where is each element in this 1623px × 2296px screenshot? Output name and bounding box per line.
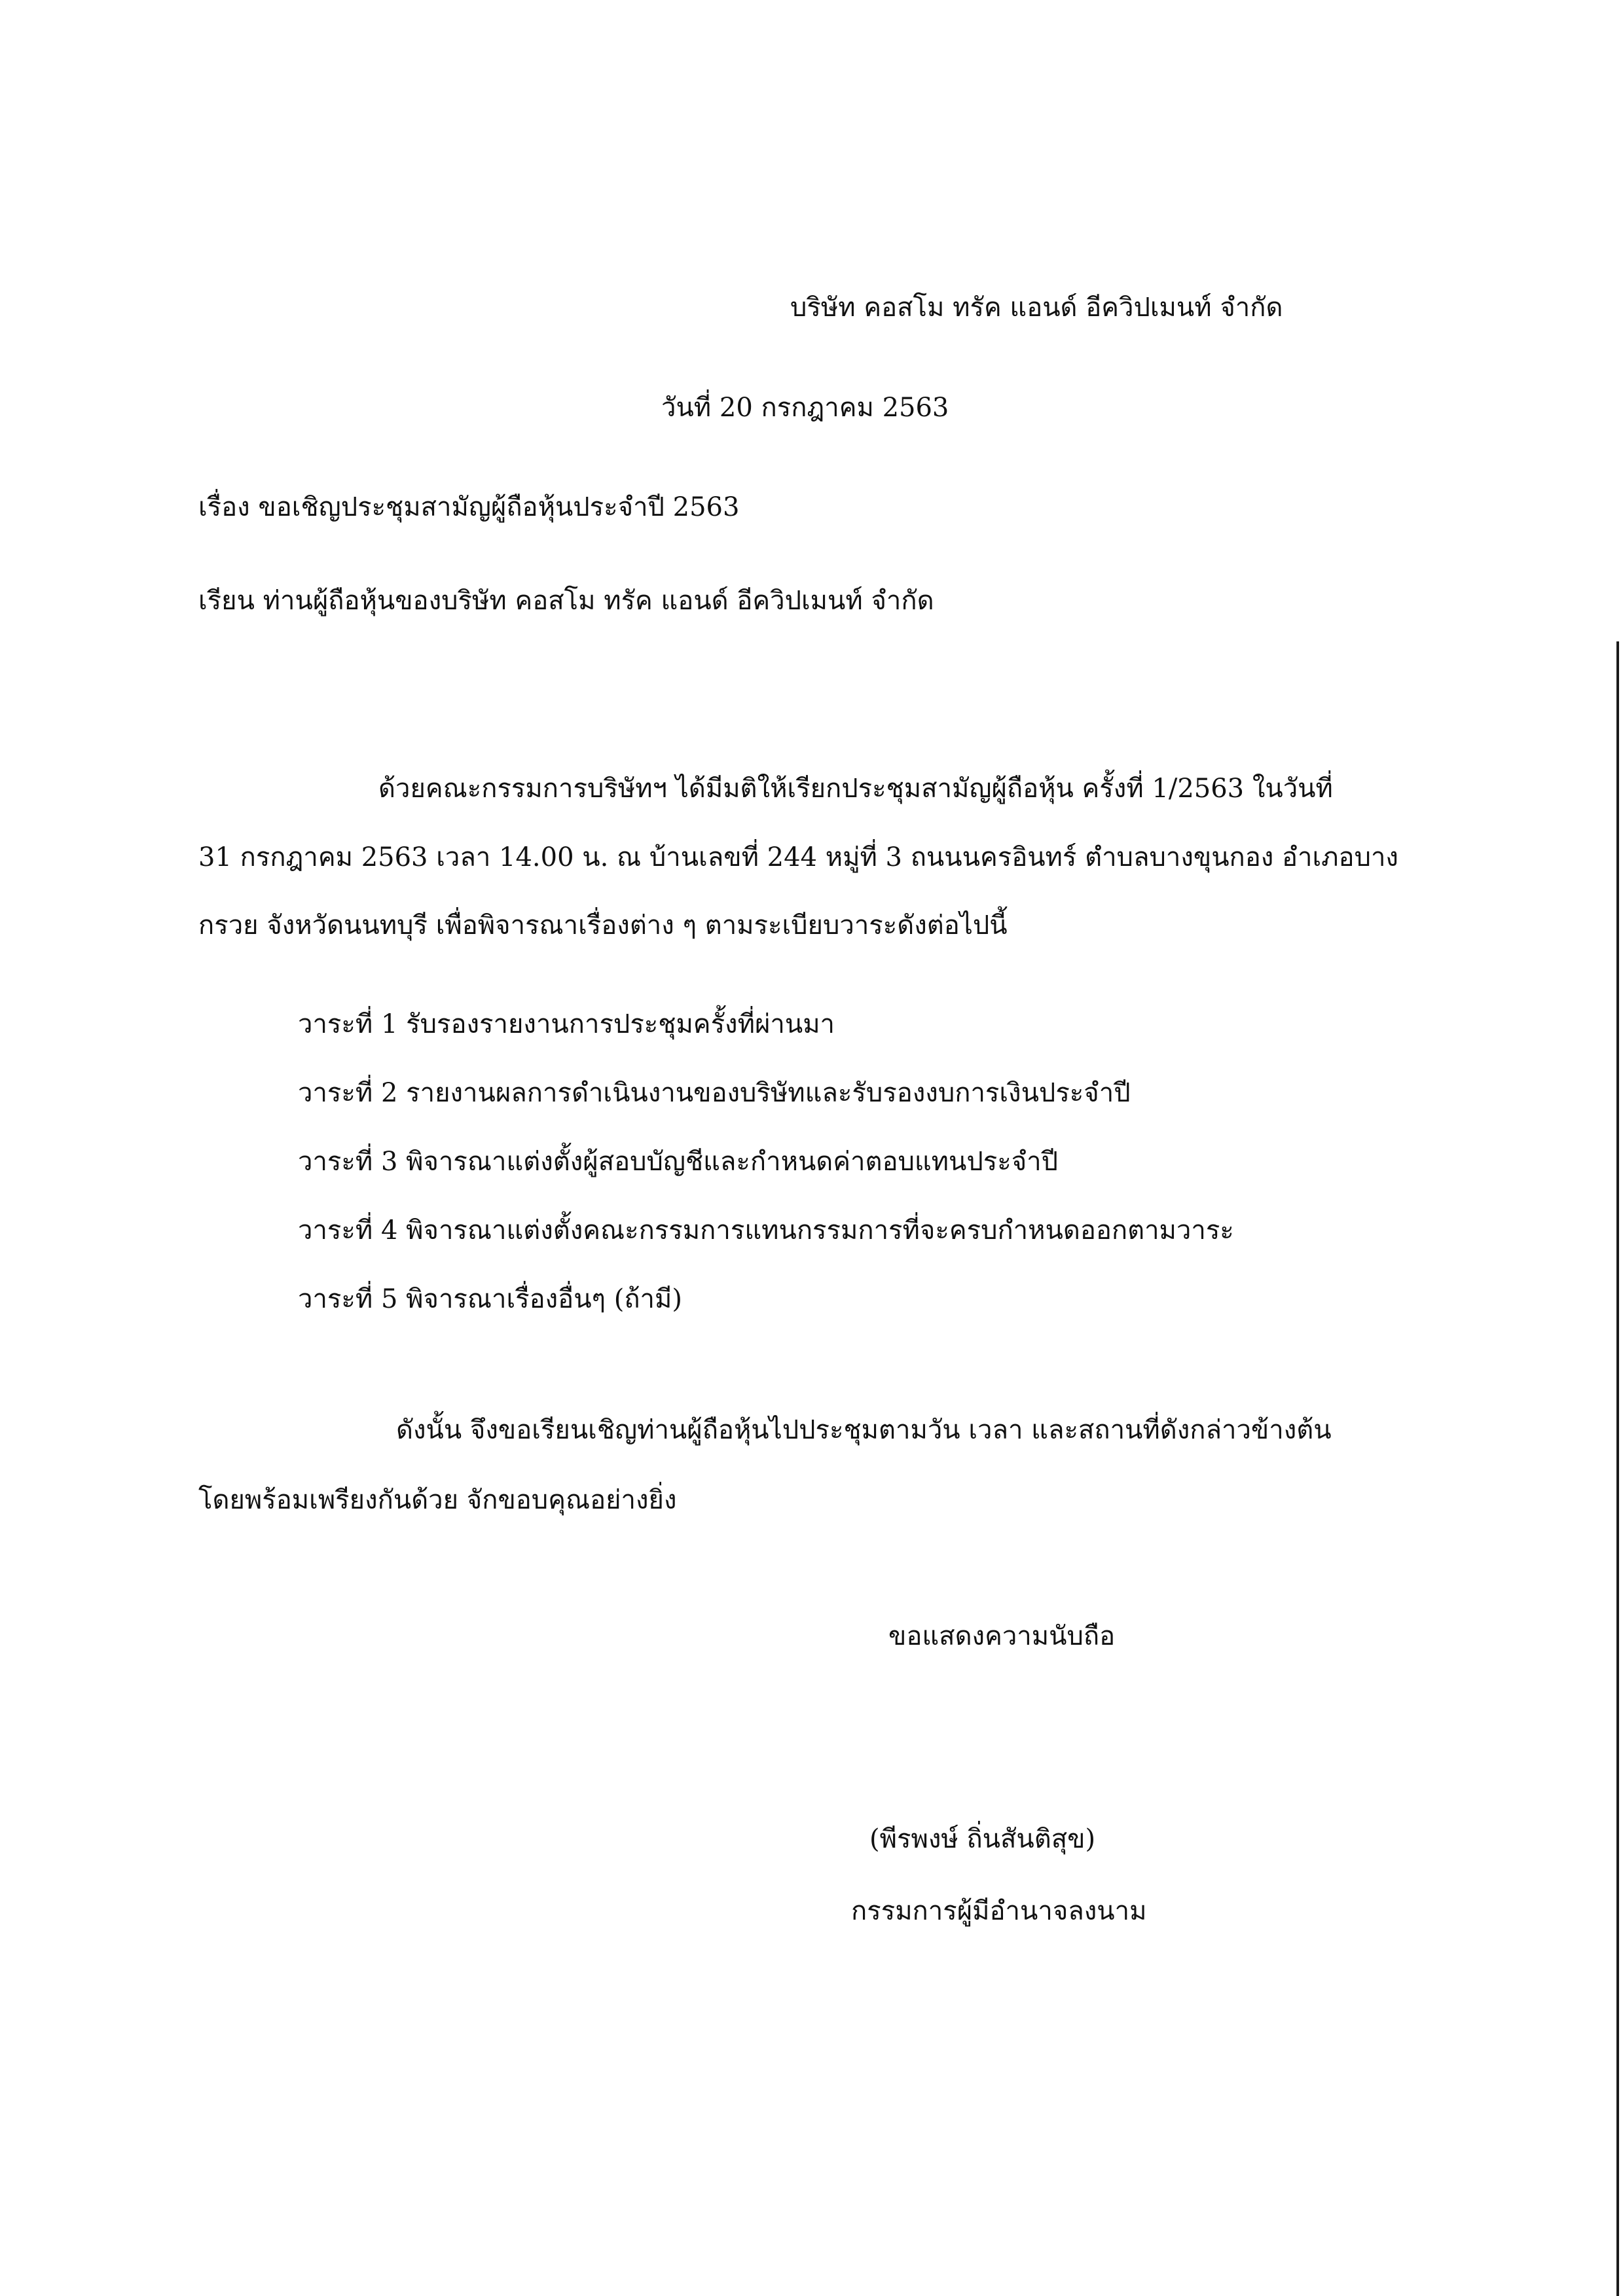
letter-subject: เรื่อง ขอเชิญประชุมสามัญผู้ถือหุ้นประจำปี 2563 (198, 492, 740, 522)
scan-edge-line (1616, 641, 1619, 2296)
agenda-item: วาระที่ 5 พิจารณาเรื่องอื่นๆ (ถ้ามี) (298, 1284, 682, 1314)
letter-salutation: เรียน ท่านผู้ถือหุ้นของบริษัท คอสโม ทรัค แอนด์ อีควิปเมนท์ จำกัด (198, 586, 934, 616)
body-paragraph-1-line-3: กรวย จังหวัดนนทบุรี เพื่อพิจารณาเรื่องต่าง ๆ ตามระเบียบวาระดังต่อไปนี้ (198, 910, 1008, 941)
closing-phrase: ขอแสดงความนับถือ (888, 1621, 1116, 1651)
signatory-title: กรรมการผู้มีอำนาจลงนาม (851, 1896, 1147, 1926)
body-paragraph-2-line-1: ดังนั้น จึงขอเรียนเชิญท่านผู้ถือหุ้นไปประชุมตามวัน เวลา และสถานที่ดังกล่าวข้างต้น (396, 1415, 1332, 1445)
agenda-item: วาระที่ 2 รายงานผลการดำเนินงานของบริษัทและรับรองงบการเงินประจำปี (298, 1078, 1131, 1108)
agenda-item: วาระที่ 4 พิจารณาแต่งตั้งคณะกรรมการแทนกรรมการที่จะครบกำหนดออกตามวาระ (298, 1215, 1234, 1246)
body-paragraph-1-line-2: 31 กรกฎาคม 2563 เวลา 14.00 น. ณ บ้านเลขที่ 244 หมู่ที่ 3 ถนนนครอินทร์ ตำบลบางขุนกอง อำเภอบาง (198, 842, 1398, 872)
agenda-item: วาระที่ 3 พิจารณาแต่งตั้งผู้สอบบัญชีและกำหนดค่าตอบแทนประจำปี (298, 1147, 1059, 1177)
letter-date: วันที่ 20 กรกฎาคม 2563 (661, 393, 949, 423)
company-name: บริษัท คอสโม ทรัค แอนด์ อีควิปเมนท์ จำกัด (790, 293, 1283, 323)
agenda-item: วาระที่ 1 รับรองรายงานการประชุมครั้งที่ผ่านมา (298, 1009, 835, 1039)
signatory-name: (พีรพงษ์ ถิ่นสันติสุข) (869, 1824, 1096, 1854)
body-paragraph-1-line-1: ด้วยคณะกรรมการบริษัทฯ ได้มีมติให้เรียกประชุมสามัญผู้ถือหุ้น ครั้งที่ 1/2563 ในวันที่ (378, 774, 1333, 804)
body-paragraph-2-line-2: โดยพร้อมเพรียงกันด้วย จักขอบคุณอย่างยิ่ง (198, 1485, 677, 1515)
